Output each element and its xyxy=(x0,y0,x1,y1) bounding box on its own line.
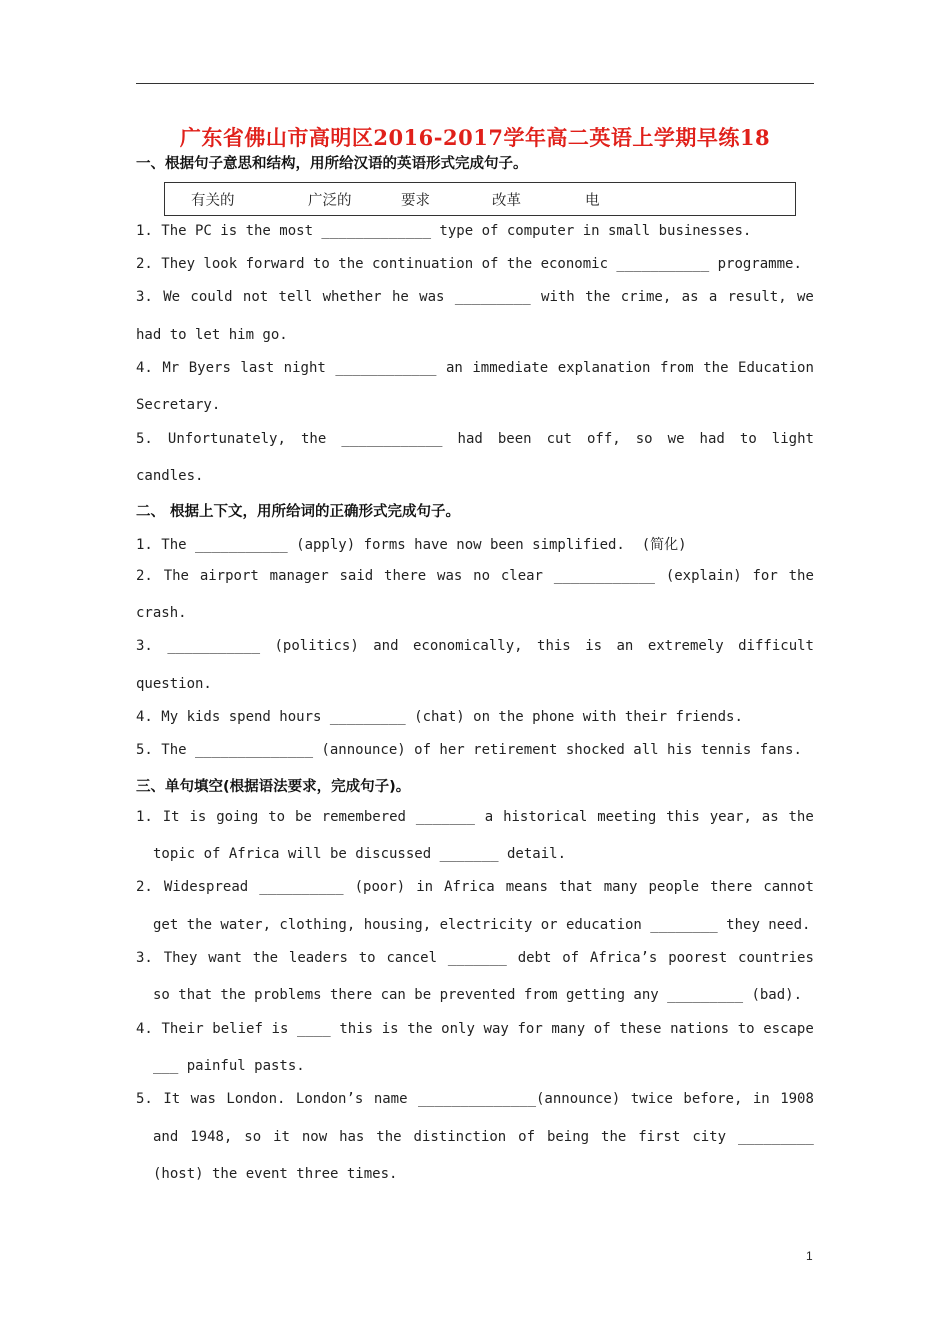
word: being xyxy=(546,1129,590,1145)
s1-question-5-line2: candles. xyxy=(136,468,204,484)
word: countries xyxy=(738,950,814,966)
word: explanation xyxy=(557,360,651,376)
word: is xyxy=(381,1021,399,1037)
word: Widespread xyxy=(163,879,249,895)
word: people xyxy=(648,879,700,895)
word: _______ xyxy=(415,809,475,825)
word: result, xyxy=(727,289,787,305)
s3-question-4-line2: ___ painful pasts. xyxy=(153,1058,305,1074)
word: before, xyxy=(683,1091,743,1107)
word: ______________(announce) xyxy=(418,1091,621,1107)
word: the xyxy=(252,950,279,966)
word: of xyxy=(593,1021,611,1037)
s2-question-3-line2: question. xyxy=(136,676,212,692)
word: there xyxy=(710,879,753,895)
word: extremely xyxy=(647,638,724,654)
s3-question-2-line1 xyxy=(136,879,814,895)
word: nations xyxy=(670,1021,730,1037)
word: _________ xyxy=(737,1129,814,1145)
word: there xyxy=(384,568,427,584)
header-rule xyxy=(136,83,814,84)
word: whether xyxy=(322,289,382,305)
word: was xyxy=(437,568,463,584)
word: name xyxy=(373,1091,408,1107)
word: 1948, xyxy=(190,1129,233,1145)
word: 3. xyxy=(136,950,153,966)
word: 4. xyxy=(136,1021,153,1037)
word: with xyxy=(541,289,575,305)
word: clear xyxy=(500,568,543,584)
s1-question-3-line1 xyxy=(136,289,814,305)
word: remembered xyxy=(321,809,406,825)
word: many xyxy=(603,879,638,895)
word: twice xyxy=(630,1091,673,1107)
word: poorest xyxy=(668,950,728,966)
word: 5. xyxy=(136,1091,153,1107)
word: (poor) xyxy=(354,879,406,895)
word: the xyxy=(585,289,611,305)
word: immediate xyxy=(472,360,549,376)
word: __________ xyxy=(259,879,344,895)
s1-question-1: 1. The PC is the most _____________ type of computer in small businesses. xyxy=(136,223,752,239)
word: was xyxy=(190,1091,216,1107)
word: ____ xyxy=(297,1021,331,1037)
word: distinction xyxy=(413,1129,507,1145)
word: so xyxy=(244,1129,262,1145)
word: 5. xyxy=(136,431,153,447)
word: and xyxy=(153,1129,179,1145)
word: Africa’s xyxy=(589,950,658,966)
page-number: 1 xyxy=(806,1249,813,1263)
s3-question-5-line1 xyxy=(136,1091,814,1107)
word: 3. xyxy=(136,289,153,305)
word: cannot xyxy=(763,879,814,895)
word: The xyxy=(163,568,189,584)
word-box-item: 改革 xyxy=(492,193,521,209)
word: only xyxy=(441,1021,475,1037)
s3-question-5-line3: (host) the event three times. xyxy=(153,1166,398,1182)
word: manager xyxy=(269,568,329,584)
word: cancel xyxy=(386,950,438,966)
word: night xyxy=(283,360,326,376)
word: airport xyxy=(199,568,259,584)
word: 2. xyxy=(136,879,153,895)
word: not xyxy=(242,289,269,305)
word: he xyxy=(391,289,409,305)
s1-question-4-line1 xyxy=(136,360,814,376)
word: It xyxy=(163,1091,181,1107)
s3-question-2-line2: get the water, clothing, housing, electricity or education ________ they need. xyxy=(153,917,811,933)
word: We xyxy=(163,289,181,305)
word: the xyxy=(703,360,729,376)
word: in xyxy=(752,1091,770,1107)
word: historical xyxy=(503,809,588,825)
word: 3. xyxy=(136,638,153,654)
word: leaders xyxy=(288,950,348,966)
word: city xyxy=(692,1129,727,1145)
word: escape xyxy=(763,1021,814,1037)
word: means xyxy=(505,879,548,895)
word: belief xyxy=(212,1021,263,1037)
word: now xyxy=(301,1129,328,1145)
word: a xyxy=(708,289,718,305)
s2-question-2-line2: crash. xyxy=(136,605,187,621)
word: difficult xyxy=(738,638,814,654)
s2-question-4: 4. My kids spend hours _________ (chat) on the phone with their friends. xyxy=(136,709,743,725)
word: in xyxy=(416,879,434,895)
word: an xyxy=(446,360,463,376)
word: for xyxy=(752,568,778,584)
word: London. xyxy=(226,1091,286,1107)
word: to xyxy=(737,1021,755,1037)
word: we xyxy=(667,431,685,447)
word: these xyxy=(619,1021,662,1037)
word: was xyxy=(419,289,445,305)
section2-heading: 二、 根据上下文，用所给词的正确形式完成句子。 xyxy=(136,504,461,520)
word: last xyxy=(240,360,275,376)
s1-question-4-line2: Secretary. xyxy=(136,397,221,413)
word: crime, xyxy=(620,289,672,305)
s2-question-1: 1. The ___________ (apply) forms have now been simplified. (简化) xyxy=(136,537,687,553)
word: been xyxy=(497,431,532,447)
word-box-item: 广泛的 xyxy=(308,193,352,209)
section3-heading: 三、单句填空(根据语法要求，完成句子)。 xyxy=(136,779,411,795)
s3-question-4-line1 xyxy=(136,1021,814,1037)
word: tell xyxy=(278,289,313,305)
s2-question-5: 5. The ______________ (announce) of her retirement shocked all his tennis fans. xyxy=(136,742,802,758)
word: 2. xyxy=(136,568,153,584)
word-box xyxy=(164,182,796,216)
word-box-item: 电 xyxy=(585,193,600,209)
word: the xyxy=(788,809,814,825)
word: ___________ xyxy=(167,638,261,654)
word: of xyxy=(518,1129,536,1145)
s2-question-3-line1 xyxy=(136,638,814,654)
word: that xyxy=(558,879,593,895)
word: this xyxy=(537,638,571,654)
word-box-item: 要求 xyxy=(401,193,430,209)
word: _________ xyxy=(454,289,531,305)
s1-question-2: 2. They look forward to the continuation of the economic ___________ programme. xyxy=(136,256,802,272)
s3-question-3-line1 xyxy=(136,950,814,966)
word: off, xyxy=(586,431,621,447)
word: It xyxy=(162,809,180,825)
word-box-item: 有关的 xyxy=(191,193,235,209)
word: (politics) xyxy=(274,638,359,654)
word: They xyxy=(163,950,198,966)
word: and xyxy=(373,638,399,654)
s3-question-5-line2 xyxy=(153,1129,814,1145)
word: we xyxy=(796,289,814,305)
word: the xyxy=(376,1129,402,1145)
word: so xyxy=(635,431,653,447)
word: 1. xyxy=(136,809,153,825)
page-title: 广东省佛山市高明区2016-2017学年高二英语上学期早练18 xyxy=(179,125,771,150)
word: want xyxy=(208,950,242,966)
word: had xyxy=(457,431,483,447)
word: Unfortunately, xyxy=(167,431,286,447)
word: the xyxy=(300,431,327,447)
word: is xyxy=(189,809,207,825)
word: the xyxy=(788,568,814,584)
word: Byers xyxy=(188,360,231,376)
s3-question-3-line2: so that the problems there can be prevented from getting any _________ (bad). xyxy=(153,987,803,1003)
s1-question-3-line2: had to let him go. xyxy=(136,327,288,343)
word: _______ xyxy=(447,950,507,966)
word: for xyxy=(517,1021,543,1037)
word: it xyxy=(273,1129,290,1145)
word: said xyxy=(339,568,374,584)
word: to xyxy=(739,431,757,447)
word: ____________ xyxy=(335,360,437,376)
word: Their xyxy=(161,1021,204,1037)
word: London’s xyxy=(295,1091,364,1107)
word: way xyxy=(483,1021,509,1037)
word: economically, xyxy=(412,638,523,654)
word: to xyxy=(358,950,376,966)
word: light xyxy=(771,431,814,447)
word: many xyxy=(551,1021,586,1037)
word: as xyxy=(761,809,779,825)
word: going xyxy=(216,809,259,825)
word: meeting xyxy=(597,809,657,825)
word: cut xyxy=(546,431,572,447)
section1-heading: 一、根据句子意思和结构，用所给汉语的英语形式完成句子。 xyxy=(136,156,528,172)
word: this xyxy=(339,1021,374,1037)
word: of xyxy=(562,950,580,966)
word: year, xyxy=(709,809,752,825)
word: 4. xyxy=(136,360,153,376)
word: Africa xyxy=(444,879,495,895)
word: an xyxy=(616,638,634,654)
word: is xyxy=(585,638,603,654)
word: ____________ xyxy=(553,568,655,584)
s3-question-1-line1 xyxy=(136,809,814,825)
word: no xyxy=(473,568,491,584)
word: (explain) xyxy=(665,568,742,584)
word: from xyxy=(659,360,694,376)
word: be xyxy=(294,809,312,825)
word: had xyxy=(699,431,725,447)
word: this xyxy=(666,809,700,825)
s2-question-2-line1 xyxy=(136,568,814,584)
s3-question-1-line2: topic of Africa will be discussed _______ detail. xyxy=(153,846,567,862)
word: the xyxy=(407,1021,433,1037)
word: a xyxy=(484,809,494,825)
word: debt xyxy=(517,950,552,966)
word: is xyxy=(271,1021,289,1037)
word: as xyxy=(681,289,699,305)
word: the xyxy=(601,1129,627,1145)
word: ____________ xyxy=(341,431,443,447)
s1-question-5-line1 xyxy=(136,431,814,447)
word: first xyxy=(638,1129,681,1145)
word: 1908 xyxy=(780,1091,814,1107)
word: Education xyxy=(738,360,814,376)
word: has xyxy=(339,1129,365,1145)
word: Mr xyxy=(162,360,180,376)
word: to xyxy=(268,809,286,825)
word: could xyxy=(190,289,233,305)
